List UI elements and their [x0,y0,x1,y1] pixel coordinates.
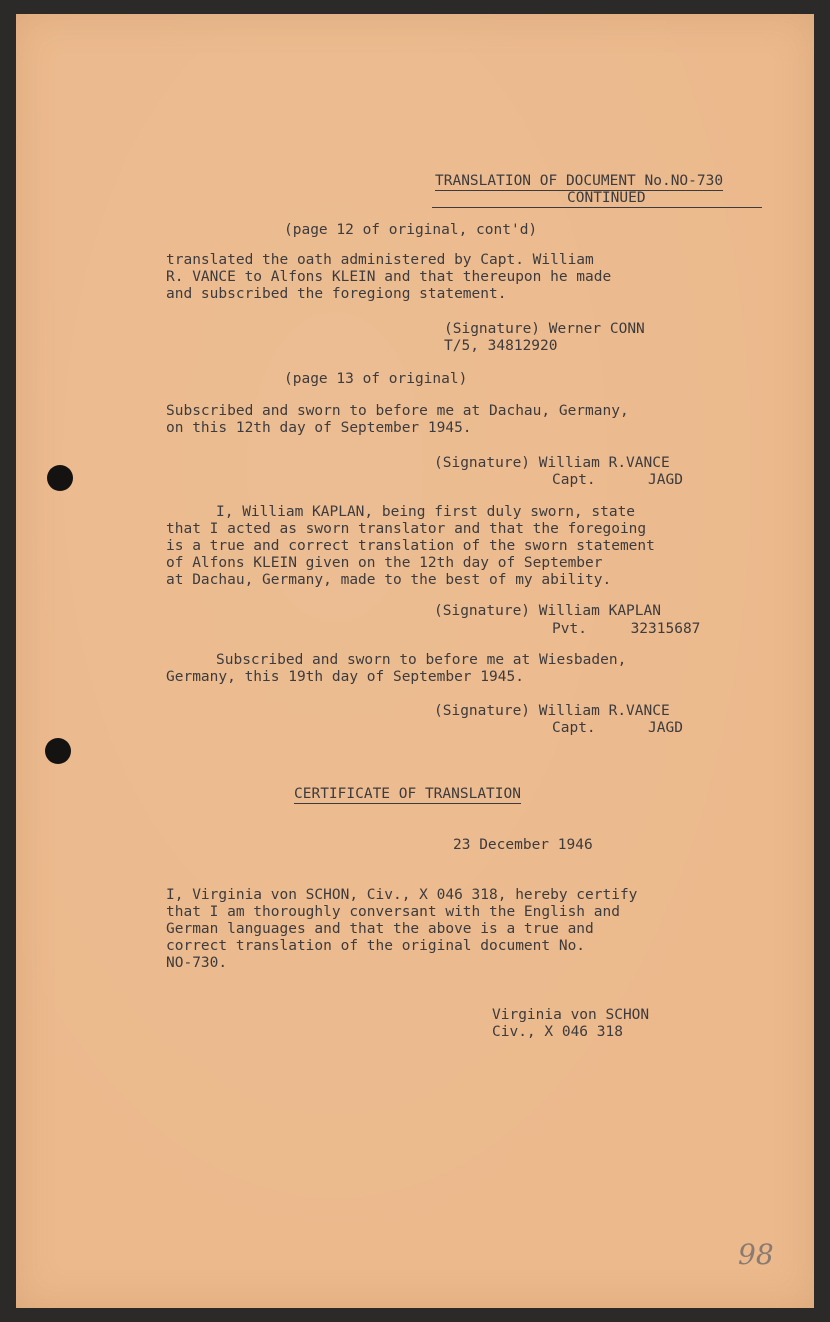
certificate-date: 23 December 1946 [453,837,593,853]
wiesbaden-line: Subscribed and sworn to before me at Wiesbaden, [216,652,627,668]
certificate-line: NO-730. [166,955,228,971]
document-page [16,14,814,1308]
kaplan-statement-line: is a true and correct translation of the sworn statement [166,538,655,554]
kaplan-statement-line: of Alfons KLEIN given on the 12th day of September [166,555,603,571]
signature-vance-2-rank: Capt. JAGD [552,720,683,736]
header-title: TRANSLATION OF DOCUMENT No.NO-730 [435,173,724,189]
page-number: 98 [738,1238,774,1271]
signature-conn-rank: T/5, 34812920 [444,338,558,354]
translator-id: Civ., X 046 318 [492,1024,623,1040]
certificate-line: correct translation of the original document No. [166,938,586,954]
wiesbaden-line: Germany, this 19th day of September 1945. [166,669,524,685]
signature-kaplan-rank: Pvt. 32315687 [552,621,701,637]
certificate-title: CERTIFICATE OF TRANSLATION [294,786,521,802]
page12-heading: (page 12 of original, cont'd) [284,222,538,238]
sworn-line: on this 12th day of September 1945. [166,420,472,436]
translator-name: Virginia von SCHON [492,1007,650,1023]
page12-line: and subscribed the foregiong statement. [166,286,507,302]
page12-line: translated the oath administered by Capt. William [166,252,594,268]
binder-hole-bottom [45,738,71,764]
signature-conn: (Signature) Werner CONN [444,321,645,337]
kaplan-statement-line: I, William KAPLAN, being first duly sworn, state [216,504,636,520]
header-rule [432,207,762,208]
sworn-line: Subscribed and sworn to before me at Dachau, Germany, [166,403,629,419]
signature-vance-2: (Signature) William R.VANCE [434,703,670,719]
signature-kaplan: (Signature) William KAPLAN [434,603,661,619]
kaplan-statement-line: that I acted as sworn translator and that the foregoing [166,521,647,537]
certificate-line: I, Virginia von SCHON, Civ., X 046 318, hereby certify [166,887,638,903]
binder-hole-top [47,465,73,491]
certificate-line: German languages and that the above is a true and [166,921,594,937]
header-subtitle: CONTINUED [567,190,646,206]
page12-line: R. VANCE to Alfons KLEIN and that thereupon he made [166,269,612,285]
page13-heading: (page 13 of original) [284,371,468,387]
kaplan-statement-line: at Dachau, Germany, made to the best of my ability. [166,572,612,588]
certificate-line: that I am thoroughly conversant with the English and [166,904,620,920]
signature-vance-1: (Signature) William R.VANCE [434,455,670,471]
signature-vance-1-rank: Capt. JAGD [552,472,683,488]
